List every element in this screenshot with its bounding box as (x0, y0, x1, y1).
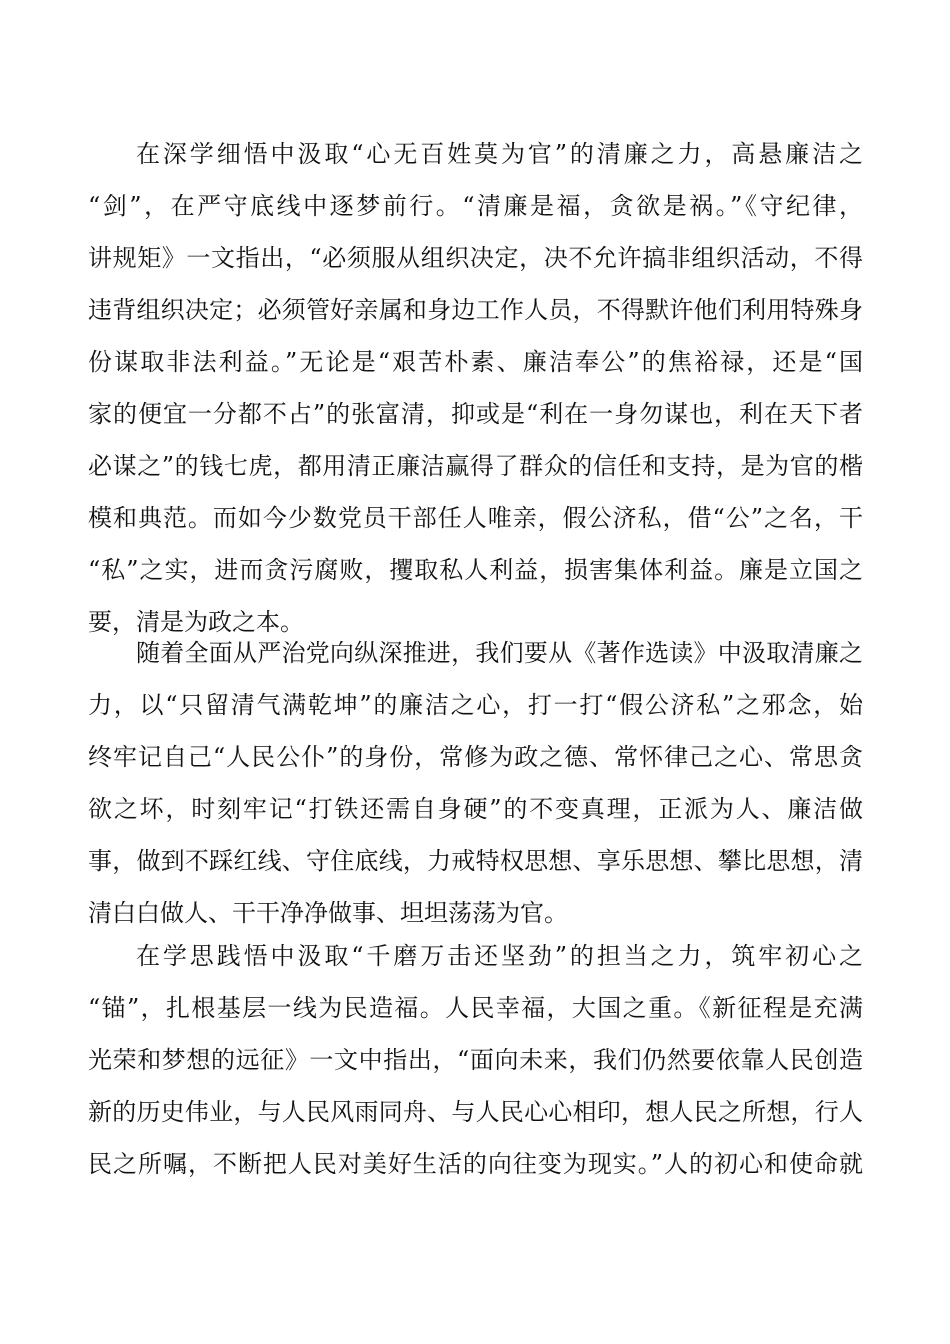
paragraph-line: “剑”，在严守底线中逐梦前行。“清廉是福，贪欲是祸。”《守纪律， (88, 192, 863, 220)
paragraph-line: 终牢记自己“人民公仆”的身份，常修为政之德、常怀律己之心、常思贪 (88, 743, 863, 771)
paragraph-1 (88, 128, 863, 648)
paragraph-line: 力，以“只留清气满乾坤”的廉洁之心，打一打“假公济私”之邪念，始 (88, 691, 863, 719)
paragraph-line: 必谋之”的钱七虎，都用清正廉洁赢得了群众的信任和支持，是为官的楷 (88, 452, 863, 480)
paragraph-line: 份谋取非法利益。”无论是“艰苦朴素、廉洁奉公”的焦裕禄，还是“国 (88, 348, 863, 376)
paragraph-2 (88, 627, 863, 939)
paragraph-line: 清白白做人、干干净净做事、坦坦荡荡为官。 (88, 899, 568, 927)
paragraph-line: 民之所嘱，不断把人民对美好生活的向往变为现实。”人的初心和使命就 (88, 1150, 863, 1178)
paragraph-line: 模和典范。而如今少数党员干部任人唯亲，假公济私，借“公”之名，干 (88, 504, 863, 532)
paragraph-line: 光荣和梦想的远征》一文中指出，“面向未来，我们仍然要依靠人民创造 (88, 1046, 863, 1074)
paragraph-line: 在学思践悟中汲取“千磨万击还坚劲”的担当之力，筑牢初心之 (136, 942, 863, 970)
paragraph-line: 违背组织决定；必须管好亲属和身边工作人员，不得默许他们利用特殊身 (88, 296, 863, 324)
paragraph-line: 欲之坏，时刻牢记“打铁还需自身硬”的不变真理，正派为人、廉洁做 (88, 795, 863, 823)
paragraph-3 (88, 930, 863, 1190)
paragraph-line: “私”之实，进而贪污腐败，攫取私人利益，损害集体利益。廉是立国之 (88, 556, 863, 584)
paragraph-line: 新的历史伟业，与人民风雨同舟、与人民心心相印，想人民之所想，行人 (88, 1098, 863, 1126)
paragraph-line: 讲规矩》一文指出，“必须服从组织决定，决不允许搞非组织活动，不得 (88, 244, 863, 272)
paragraph-line: 随着全面从严治党向纵深推进，我们要从《著作选读》中汲取清廉之 (136, 639, 863, 667)
paragraph-line: “锚”，扎根基层一线为民造福。人民幸福，大国之重。《新征程是充满 (88, 994, 863, 1022)
paragraph-line: 家的便宜一分都不占”的张富清，抑或是“利在一身勿谋也，利在天下者 (88, 400, 863, 428)
paragraph-line: 要，清是为政之本。 (88, 608, 304, 636)
paragraph-line: 事，做到不踩红线、守住底线，力戒特权思想、享乐思想、攀比思想，清 (88, 847, 863, 875)
paragraph-line: 在深学细悟中汲取“心无百姓莫为官”的清廉之力，高悬廉洁之 (136, 140, 863, 168)
